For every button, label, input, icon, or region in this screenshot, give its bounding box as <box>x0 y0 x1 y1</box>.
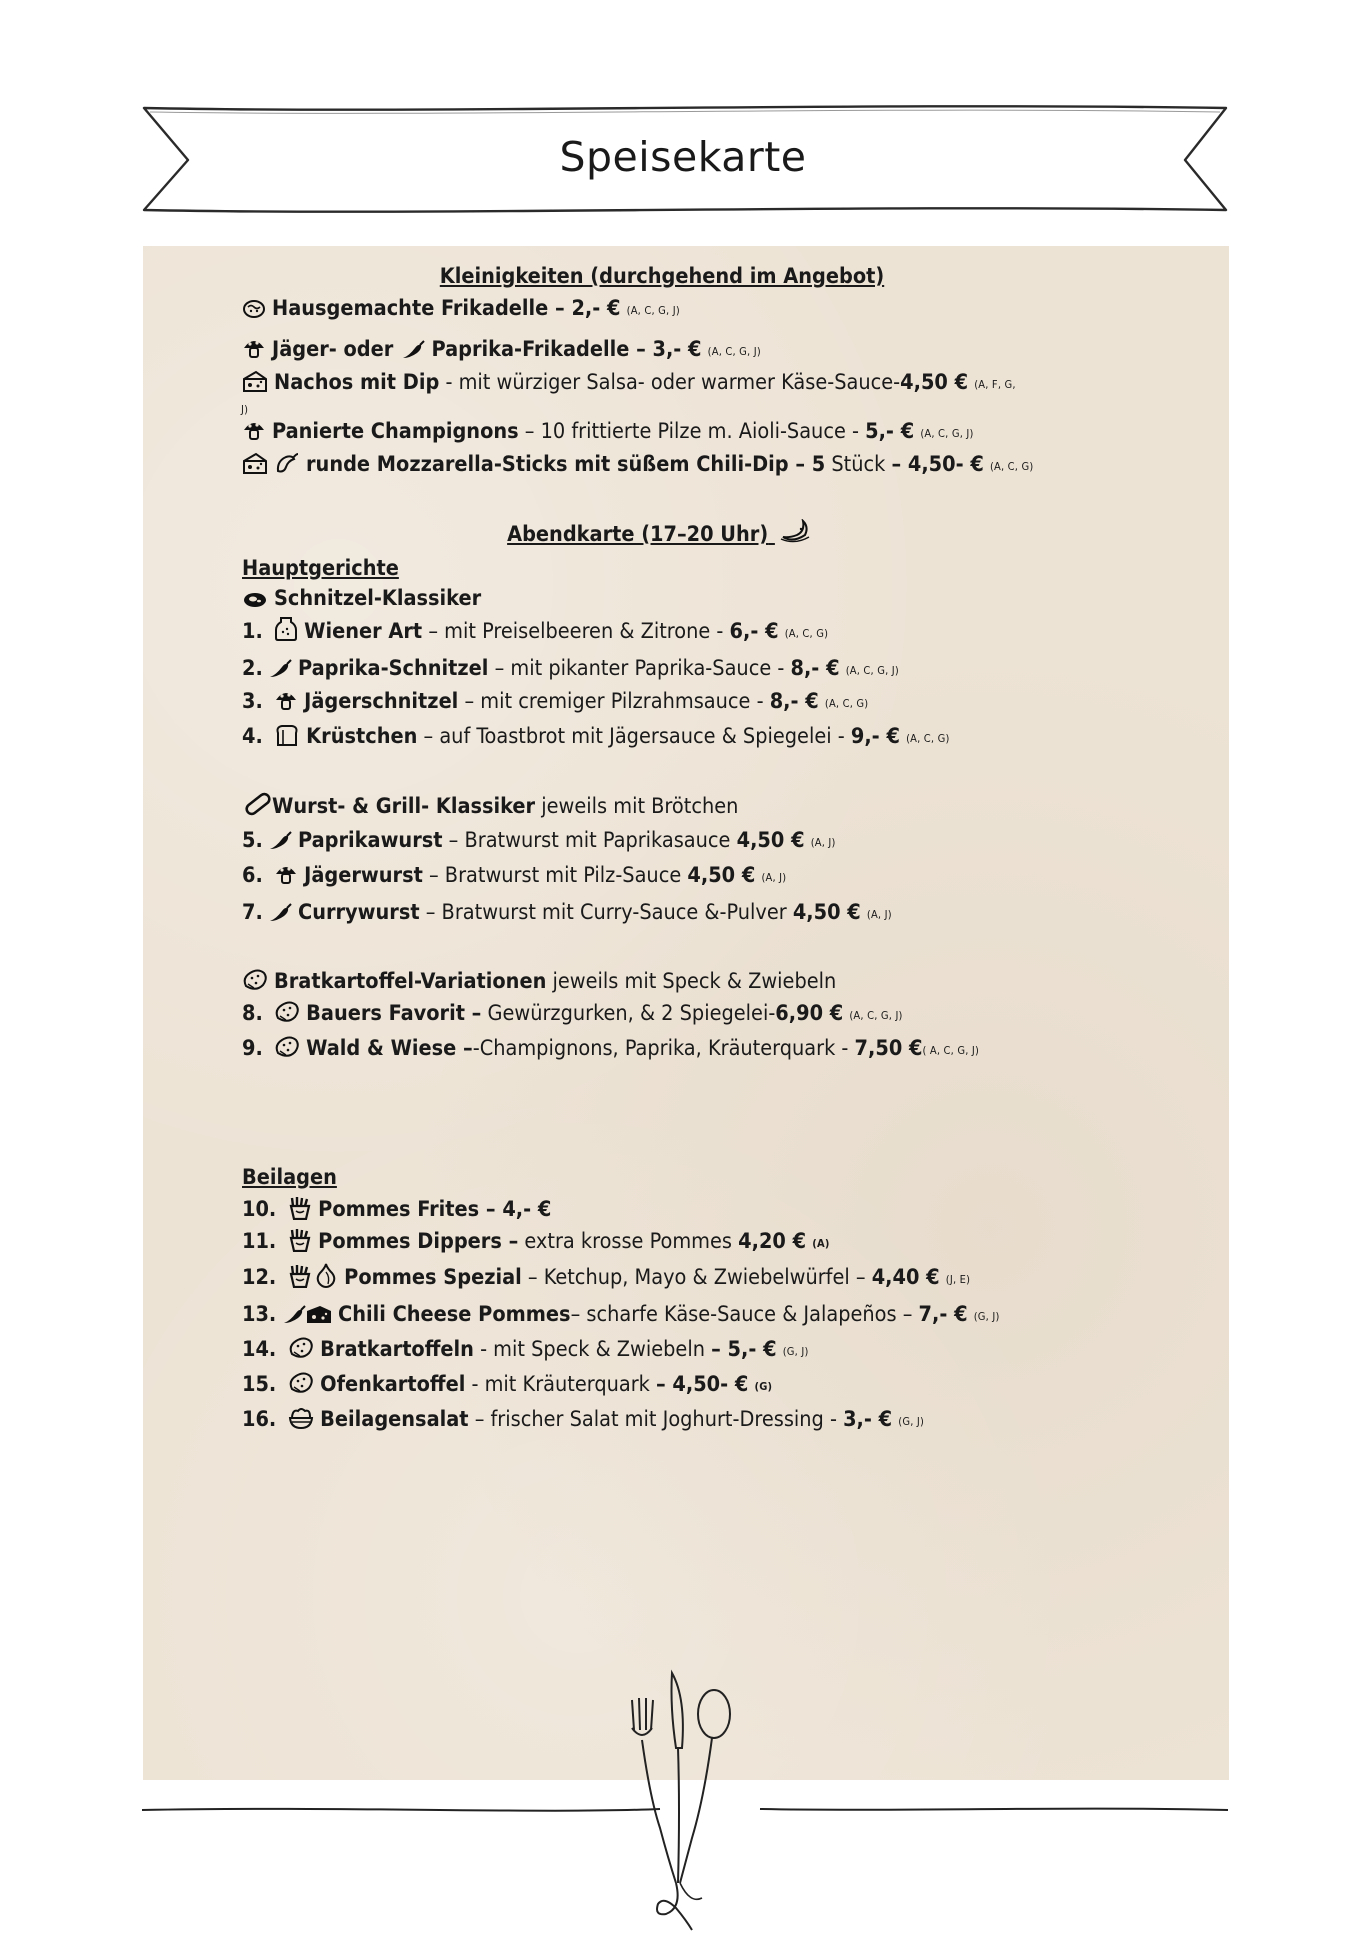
item-desc: Gewürzgurken, & 2 Spiegelei- <box>481 1001 776 1026</box>
potato-icon <box>288 1336 314 1360</box>
onion-icon <box>314 1262 338 1288</box>
moon-icon <box>779 519 811 545</box>
item-name: Beilagensalat <box>320 1407 469 1432</box>
item-name: Paprikawurst <box>298 828 443 853</box>
item-desc: extra krosse Pommes <box>518 1229 739 1254</box>
cheese-icon <box>242 369 268 393</box>
item-allergens: ( A, C, G, J) <box>922 1044 980 1057</box>
item-allergens: (A, C, G) <box>989 460 1034 473</box>
salad-icon <box>288 1406 314 1430</box>
chili-icon <box>268 831 292 851</box>
item-allergens: (A, C, G, J) <box>849 1009 903 1022</box>
item-name: Bauers Favorit – <box>306 1001 482 1026</box>
item-price: 4,50 € <box>900 370 969 395</box>
page-title: Speisekarte <box>559 133 807 181</box>
item-allergens: (A, J) <box>810 836 836 849</box>
fries-icon <box>288 1228 312 1252</box>
sides-heading: Beilagen <box>242 1165 337 1190</box>
menu-item: 9. Wald & Wiese –-Champignons, Paprika, Kräuterquark - 7,50 €( A, C, G, J) <box>242 1036 980 1061</box>
schnitzel-section-heading: Schnitzel-Klassiker <box>242 584 1142 614</box>
item-name: Paprika-Frikadelle <box>431 337 630 362</box>
wurst-section-heading: Wurst- & Grill- Klassiker jeweils mit Brötchen <box>242 791 1142 822</box>
item-allergens: (A, C, G, J) <box>845 664 899 677</box>
item-allergens: (A, J) <box>866 908 892 921</box>
item-price: 6,- € <box>729 619 779 644</box>
menu-item: 10. Pommes Frites – 4,- € <box>242 1197 552 1222</box>
item-allergens: (A, C, G, J) <box>626 304 680 317</box>
fries-icon <box>288 1196 312 1220</box>
item-desc: - mit Speck & Zwiebeln <box>473 1337 712 1362</box>
item-name: Nachos mit Dip <box>274 370 440 395</box>
item-allergens: (A, C, G, J) <box>707 345 761 358</box>
menu-item: 16. Beilagensalat – frischer Salat mit Joghurt-Dressing - 3,- € (G, J) <box>242 1407 925 1432</box>
item-desc: – frischer Salat mit Joghurt-Dressing - <box>468 1407 844 1432</box>
menu-item: Panierte Champignons – 10 frittierte Pilze m. Aioli-Sauce - 5,- € (A, C, G, J) <box>242 417 1142 450</box>
item-name: Krüstchen <box>306 724 418 749</box>
item-name: runde Mozzarella-Sticks mit süßem Chili-Dip – 5 <box>306 452 826 477</box>
item-desc: -Champignons, Paprika, Kräuterquark - <box>472 1036 855 1061</box>
toast-icon <box>274 723 300 747</box>
item-allergens: (J, E) <box>945 1273 971 1286</box>
menu-item: 3. Jägerschnitzel – mit cremiger Pilzrahmsauce - 8,- € (A, C, G) <box>242 689 869 714</box>
menu-item: Jäger- oder Paprika-Frikadelle – 3,- € (A, C, G, J) <box>242 335 1142 368</box>
item-allergens: (G, J) <box>898 1415 925 1428</box>
item-name: Wald & Wiese – <box>306 1036 473 1061</box>
menu-item: 11. Pommes Dippers – extra krosse Pommes 4,20 € (A) <box>242 1229 830 1254</box>
cheese-block-icon <box>306 1305 332 1325</box>
item-allergens: (A, C, G) <box>784 627 829 640</box>
item-price: 8,- € <box>769 689 819 714</box>
menu-item: Hausgemachte Frikadelle – 2,- € (A, C, G, J) <box>242 294 1142 327</box>
item-price: – 4,50- € <box>891 452 984 477</box>
item-price: 4,20 € <box>738 1229 807 1254</box>
item-desc: – Bratwurst mit Curry-Sauce &-Pulver <box>419 900 793 925</box>
item-allergens: (G, J) <box>973 1310 1000 1323</box>
steak-icon <box>242 589 268 609</box>
item-name: Jägerwurst <box>304 863 423 888</box>
item-allergens: (A, J) <box>761 871 787 884</box>
item-desc: Stück <box>825 452 892 477</box>
item-price: 4,- € <box>502 1197 552 1222</box>
item-price: – 5,- € <box>711 1337 777 1362</box>
potato-section-heading: Bratkartoffel-Variationen jeweils mit Speck & Zwiebeln <box>242 967 1142 997</box>
chili-icon <box>268 903 292 923</box>
main-dishes-heading: Hauptgerichte <box>242 556 399 581</box>
sausage-icon <box>242 791 272 817</box>
potato-icon <box>274 1000 300 1024</box>
menu-item: 13. Chili Cheese Pommes– scharfe Käse-Sauce & Jalapeños – 7,- € (G, J) <box>242 1302 1000 1327</box>
menu-item: 7. Currywurst – Bratwurst mit Curry-Sauce &-Pulver 4,50 € (A, J) <box>242 900 892 925</box>
item-name: Jägerschnitzel <box>304 689 459 714</box>
menu-item: 5. Paprikawurst – Bratwurst mit Paprikasauce 4,50 € (A, J) <box>242 828 836 853</box>
item-price: 6,90 € <box>775 1001 844 1026</box>
fries-icon <box>288 1264 312 1288</box>
item-price: 4,40 € <box>871 1265 940 1290</box>
potato-icon <box>242 968 268 992</box>
item-desc: mit würziger Salsa- oder warmer Käse-Sauce- <box>458 370 901 395</box>
item-desc: – Ketchup, Mayo & Zwiebelwürfel – <box>521 1265 872 1290</box>
item-desc: 10 frittierte Pilze m. Aioli-Sauce - <box>540 419 866 444</box>
mushroom-icon <box>274 862 298 886</box>
item-price: 2,- € <box>571 296 621 321</box>
chili-icon <box>401 340 425 360</box>
item-name: Pommes Spezial <box>344 1265 522 1290</box>
mushroom-icon <box>274 688 298 712</box>
item-allergens: (A, C, G) <box>906 732 950 745</box>
item-name: Pommes Frites <box>318 1197 480 1222</box>
menu-item: 4. Krüstchen – auf Toastbrot mit Jägersauce & Spiegelei - 9,- € (A, C, G) <box>242 724 950 749</box>
bottom-divider <box>140 1800 1230 1820</box>
item-name: Paprika-Schnitzel <box>298 656 489 681</box>
item-price: 8,- € <box>790 656 840 681</box>
potato-icon <box>274 1035 300 1059</box>
item-allergens: (G, J) <box>782 1345 809 1358</box>
item-desc: – scharfe Käse-Sauce & Jalapeños – <box>570 1302 919 1327</box>
evening-heading: Abendkarte (17–20 Uhr) <box>242 519 1082 550</box>
item-desc: – auf Toastbrot mit Jägersauce & Spiegelei - <box>417 724 851 749</box>
jar-icon <box>274 616 298 642</box>
mushroom-icon <box>242 336 266 360</box>
item-desc: – mit cremiger Pilzrahmsauce - <box>458 689 770 714</box>
item-price: 7,50 € <box>854 1036 923 1061</box>
menu-item: 8. Bauers Favorit – Gewürzgurken, & 2 Spiegelei-6,90 € (A, C, G, J) <box>242 1001 903 1026</box>
chili-icon <box>282 1305 306 1325</box>
item-price: 4,50 € <box>736 828 805 853</box>
cheese-icon <box>242 451 268 475</box>
menu-item: Nachos mit Dip - mit würziger Salsa- oder warmer Käse-Sauce-4,50 € (A, F, G, <box>242 368 1142 401</box>
item-price: 7,- € <box>918 1302 968 1327</box>
item-desc: – Bratwurst mit Paprikasauce <box>442 828 737 853</box>
item-name: Panierte Champignons <box>272 419 519 444</box>
item-desc: - mit Kräuterquark <box>465 1372 657 1397</box>
item-desc: – mit pikanter Paprika-Sauce - <box>488 656 791 681</box>
menu-content <box>242 262 1142 1438</box>
item-name: Chili Cheese Pommes <box>338 1302 571 1327</box>
menu-item: 2. Paprika-Schnitzel – mit pikanter Paprika-Sauce - 8,- € (A, C, G, J) <box>242 656 899 681</box>
menu-item: 15. Ofenkartoffel - mit Kräuterquark – 4,50- € (G) <box>242 1372 773 1397</box>
menu-item: 12. Pommes Spezial – Ketchup, Mayo & Zwiebelwürfel – 4,40 € (J, E) <box>242 1262 1142 1296</box>
item-price: 9,- € <box>850 724 900 749</box>
item-price: 3,- € <box>652 337 702 362</box>
item-allergens: (G) <box>754 1380 773 1393</box>
item-allergens: (A, C, G) <box>824 697 869 710</box>
item-allergens: (A) <box>812 1237 830 1250</box>
item-desc: – Bratwurst mit Pilz-Sauce <box>422 863 688 888</box>
item-price: 5,- € <box>865 419 915 444</box>
item-name: Pommes Dippers – <box>318 1229 519 1254</box>
item-name: Wiener Art <box>304 619 423 644</box>
item-price: 3,- € <box>843 1407 893 1432</box>
item-price: 4,50 € <box>792 900 861 925</box>
item-allergens: (A, C, G, J) <box>920 427 974 440</box>
item-name: Ofenkartoffel <box>320 1372 466 1397</box>
snacks-heading: Kleinigkeiten (durchgehend im Angebot) <box>439 264 885 289</box>
menu-item <box>242 450 1142 483</box>
menu-item: 1. Wiener Art – mit Preiselbeeren & Zitrone - 6,- € (A, C, G) <box>242 616 1142 650</box>
item-allergens: (A, F, G, <box>974 378 1016 391</box>
mushroom-icon <box>242 418 266 442</box>
menu-item: 14. Bratkartoffeln - mit Speck & Zwiebeln – 5,- € (G, J) <box>242 1337 809 1362</box>
potato-icon <box>288 1371 314 1395</box>
item-name: Currywurst <box>298 900 420 925</box>
item-price: 4,50 € <box>687 863 756 888</box>
menu-item: 6. Jägerwurst – Bratwurst mit Pilz-Sauce 4,50 € (A, J) <box>242 863 787 888</box>
item-name: Hausgemachte Frikadelle <box>272 296 549 321</box>
item-desc: – mit Preiselbeeren & Zitrone - <box>422 619 730 644</box>
item-name: Bratkartoffeln <box>320 1337 474 1362</box>
meatball-icon <box>242 297 266 319</box>
chili-pepper-icon <box>274 451 300 475</box>
item-price: – 4,50- € <box>656 1372 749 1397</box>
chili-icon <box>268 659 292 679</box>
item-allergens-continued: J) <box>241 403 249 416</box>
